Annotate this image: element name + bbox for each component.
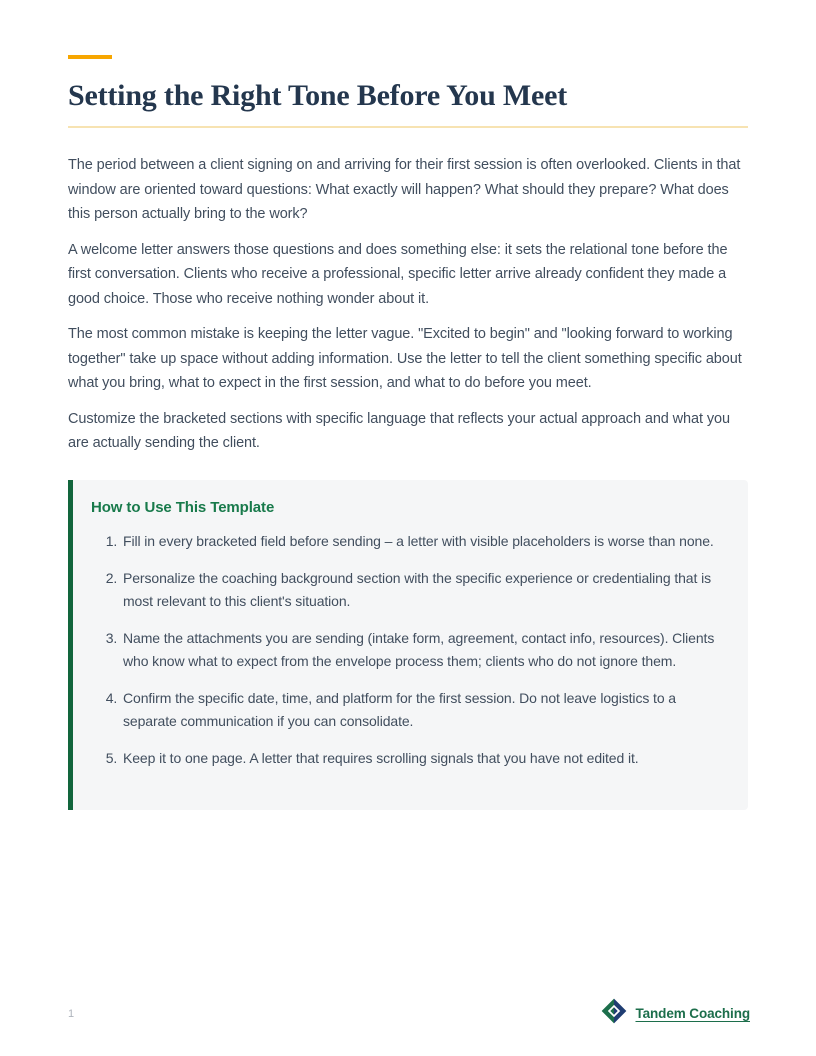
paragraph: The period between a client signing on and arriving for their first session is often overlooked. Clients in that window are oriented toward questions: What exactly will happen? What should they prepare? What does this person actually bring to the work?: [68, 157, 741, 222]
list-item: 3. Name the attachments you are sending (intake form, agreement, contact info, resources). Clients who know what to expect from the envelope process them; clients who do not ignore them.: [121, 627, 724, 673]
how-to-use-callout: [68, 480, 748, 810]
list-item: 4. Confirm the specific date, time, and platform for the first session. Do not leave logistics to a separate communication if you can consolidate.: [121, 687, 724, 733]
callout-numbered-list: [91, 530, 724, 770]
title-accent-bar: [68, 55, 112, 59]
paragraph: A welcome letter answers those questions and does something else: it sets the relational tone before the first conversation. Clients who receive a professional, specific letter arrive already confident they made a good choice. Those who receive nothing wonder about it.: [68, 241, 728, 307]
brand-name: Tandem Coaching: [635, 1006, 750, 1021]
page-title: Setting the Right Tone Before You Meet: [68, 79, 748, 128]
page-footer: [68, 997, 750, 1030]
list-item: 5. Keep it to one page. A letter that requires scrolling signals that you have not edited it.: [121, 747, 724, 770]
page-number: 1: [68, 1007, 75, 1020]
tandem-diamond-icon: [600, 997, 628, 1030]
list-item: 2. Personalize the coaching background section with the specific experience or credentialing that is most relevant to this client's situation.: [121, 567, 724, 613]
paragraph: Customize the bracketed sections with specific language that reflects your actual approach and what you are actually sending the client.: [68, 410, 730, 451]
callout-heading: How to Use This Template: [91, 498, 275, 516]
list-item: 1. Fill in every bracketed field before sending – a letter with visible placeholders is worse than none.: [121, 530, 724, 553]
brand-logo-link[interactable]: [600, 997, 750, 1030]
intro-section: [68, 153, 748, 456]
paragraph: The most common mistake is keeping the letter vague. "Excited to begin" and "looking forward to working together" take up space without adding information. Use the letter to tell the client something specific about what you bring, what to expect in the first session, and what to do before you meet.: [68, 326, 742, 391]
